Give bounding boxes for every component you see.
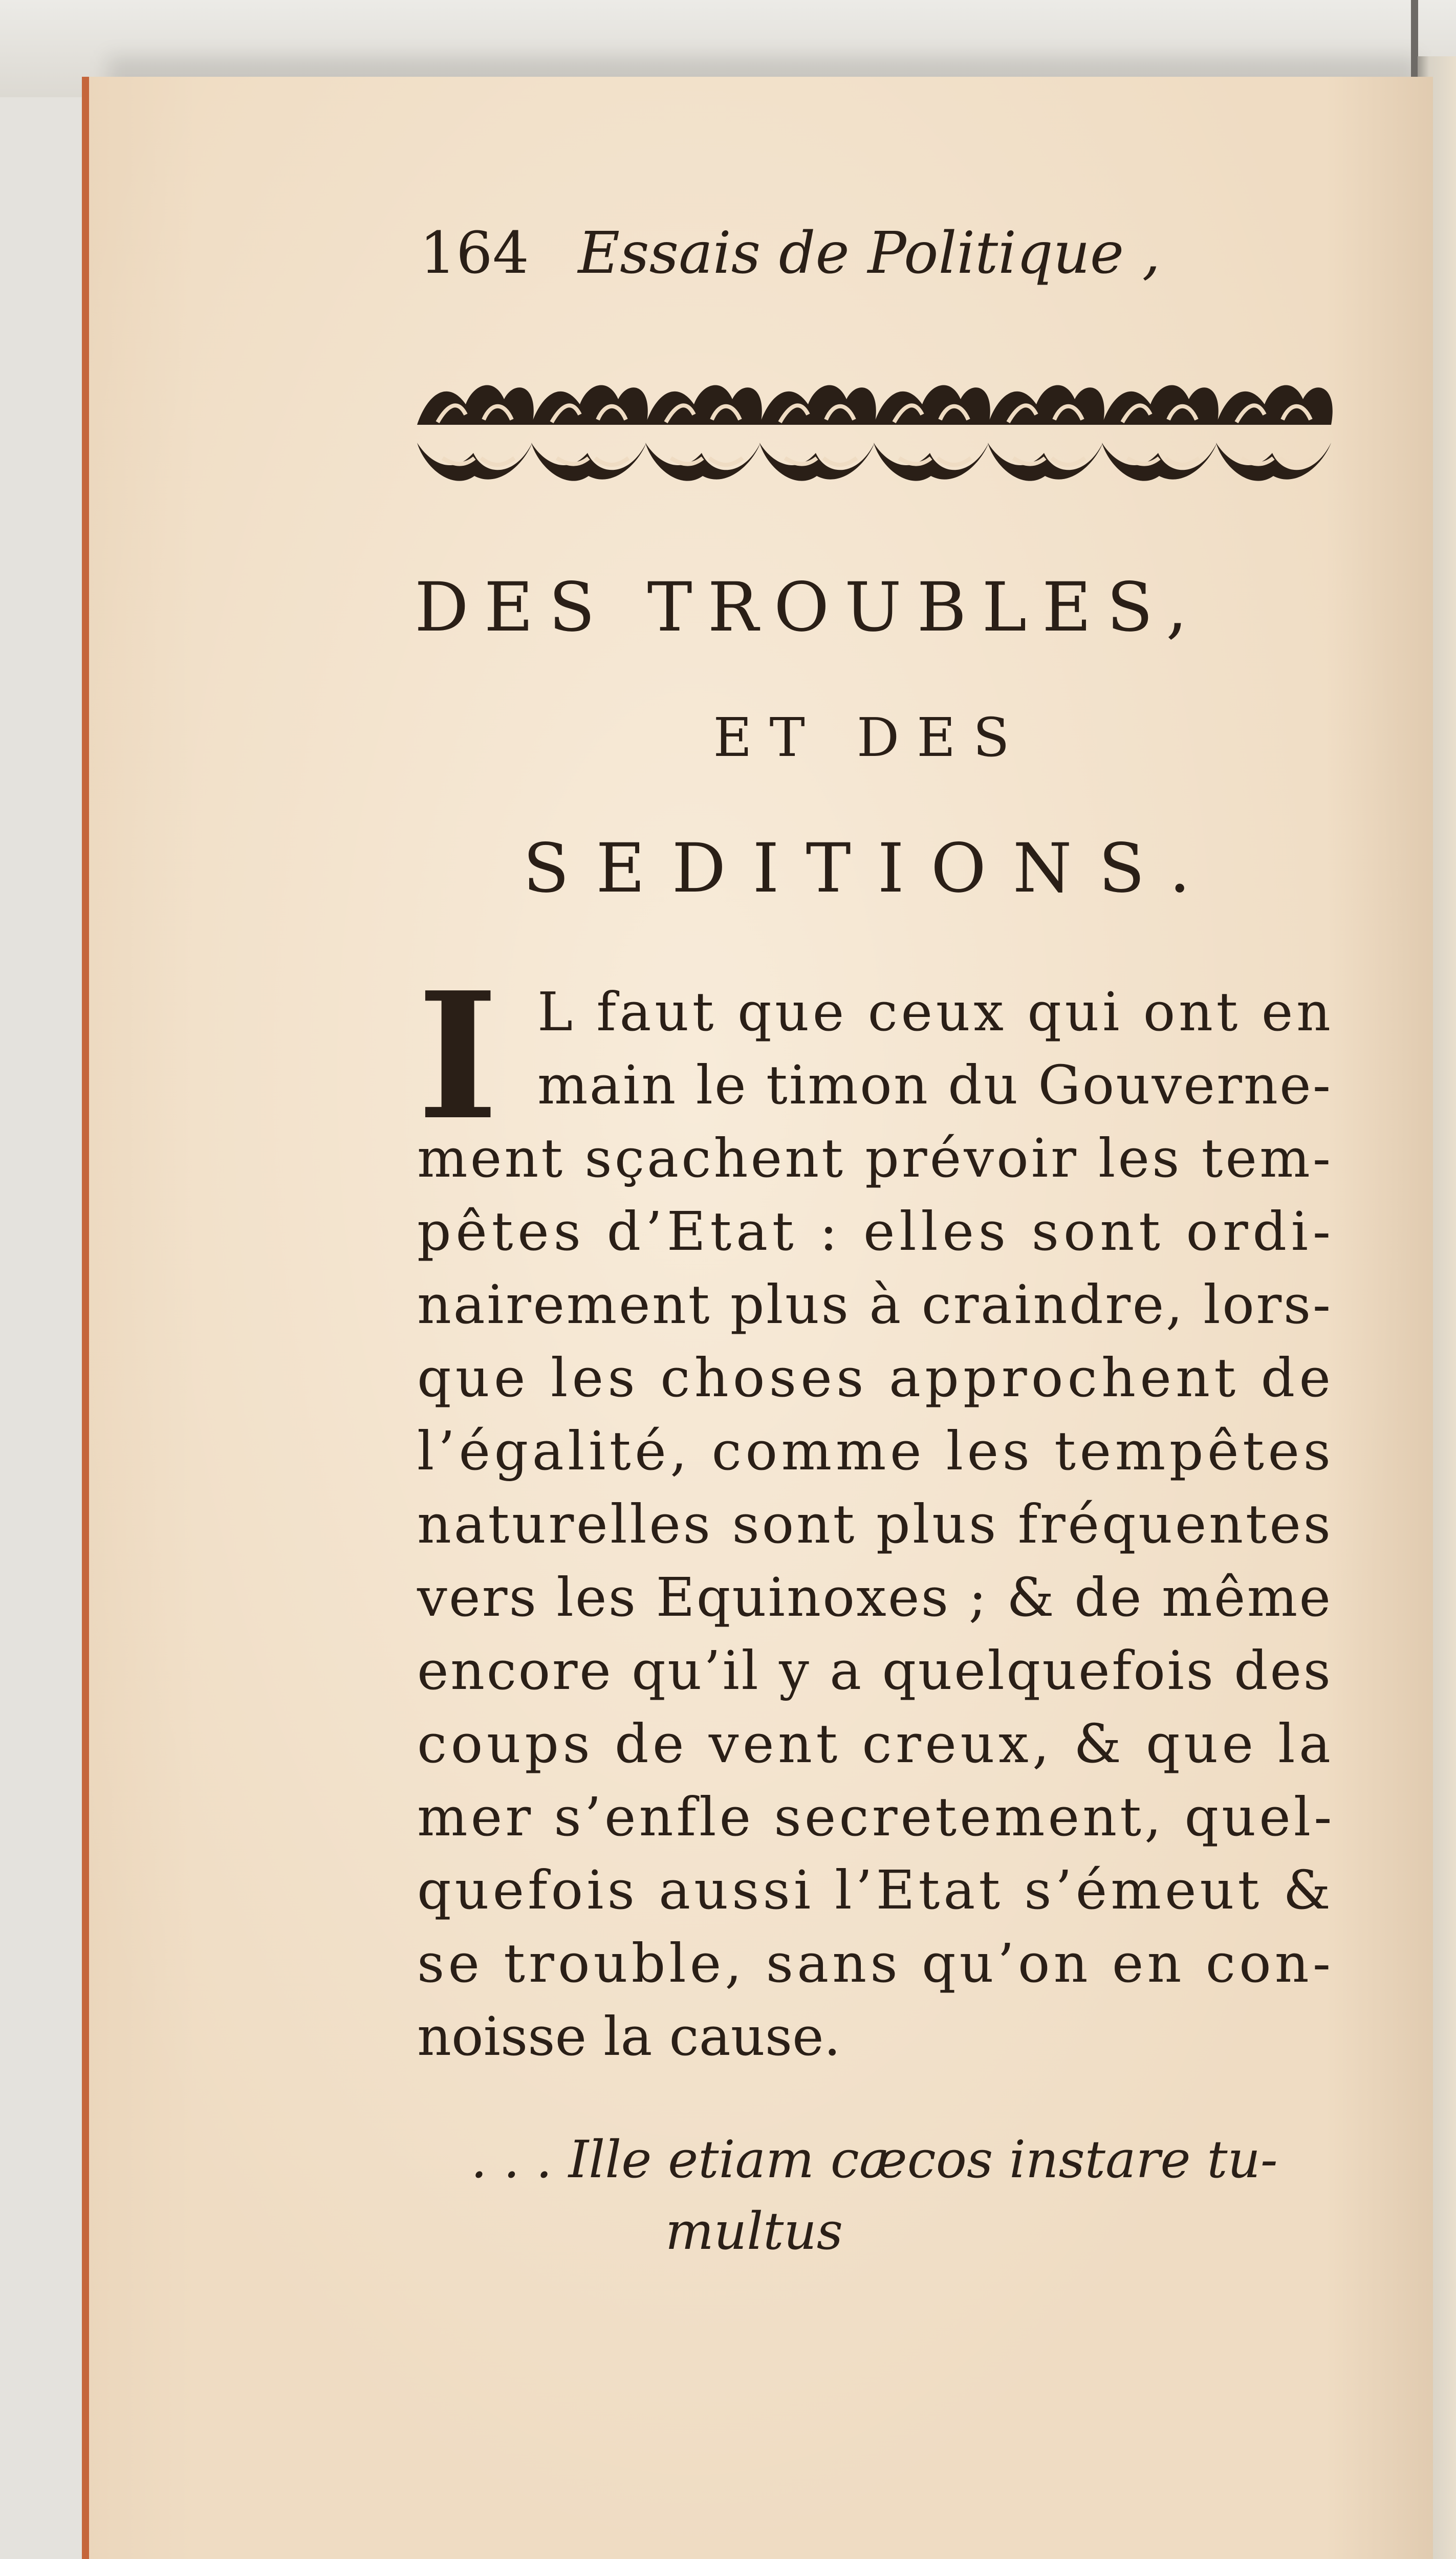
chapter-title-line-3: SEDITIONS. [523,829,1218,908]
running-title: Essais de Politique , [578,220,1161,287]
page-number: 164 [420,220,529,287]
body-line: se trouble, sans qu’on en con- [417,1932,1335,1994]
body-line: encore qu’il y a quelquefois des [417,1639,1333,1702]
running-head [420,220,1187,287]
body-line: ment sçachent prévoir les tem- [417,1127,1334,1189]
body-line: quefois aussi l’Etat s’émeut & [417,1859,1335,1921]
body-line: que les choses approchent de [417,1347,1335,1409]
body-line: pêtes d’Etat : elles sont ordi- [417,1200,1335,1263]
chapter-title-line-2: ET DES [713,706,1027,769]
body-line: noisse la cause. [417,2005,841,2068]
chapter-title-line-1: DES TROUBLES, [415,568,1203,647]
body-line: coups de vent creux, & que la [417,1712,1335,1775]
body-line: nairement plus à craindre, lors- [417,1273,1333,1336]
body-line: l’égalité, comme les tempêtes [417,1420,1335,1482]
body-line: L faut que ceux qui ont en [537,981,1334,1043]
body-line: mer s’enfle secretement, quel- [417,1786,1335,1848]
latin-quotation-line: . . . Ille etiam cæcos instare tu- [471,2130,1278,2189]
fleuron-band-icon [417,374,1333,502]
latin-quotation-line: multus [665,2201,843,2261]
body-line: main le timon du Gouverne- [537,1054,1333,1116]
body-line: vers les Equinoxes ; & de même [417,1566,1333,1629]
body-line: naturelles sont plus fréquentes [417,1493,1333,1555]
drop-cap: I [417,955,499,1159]
